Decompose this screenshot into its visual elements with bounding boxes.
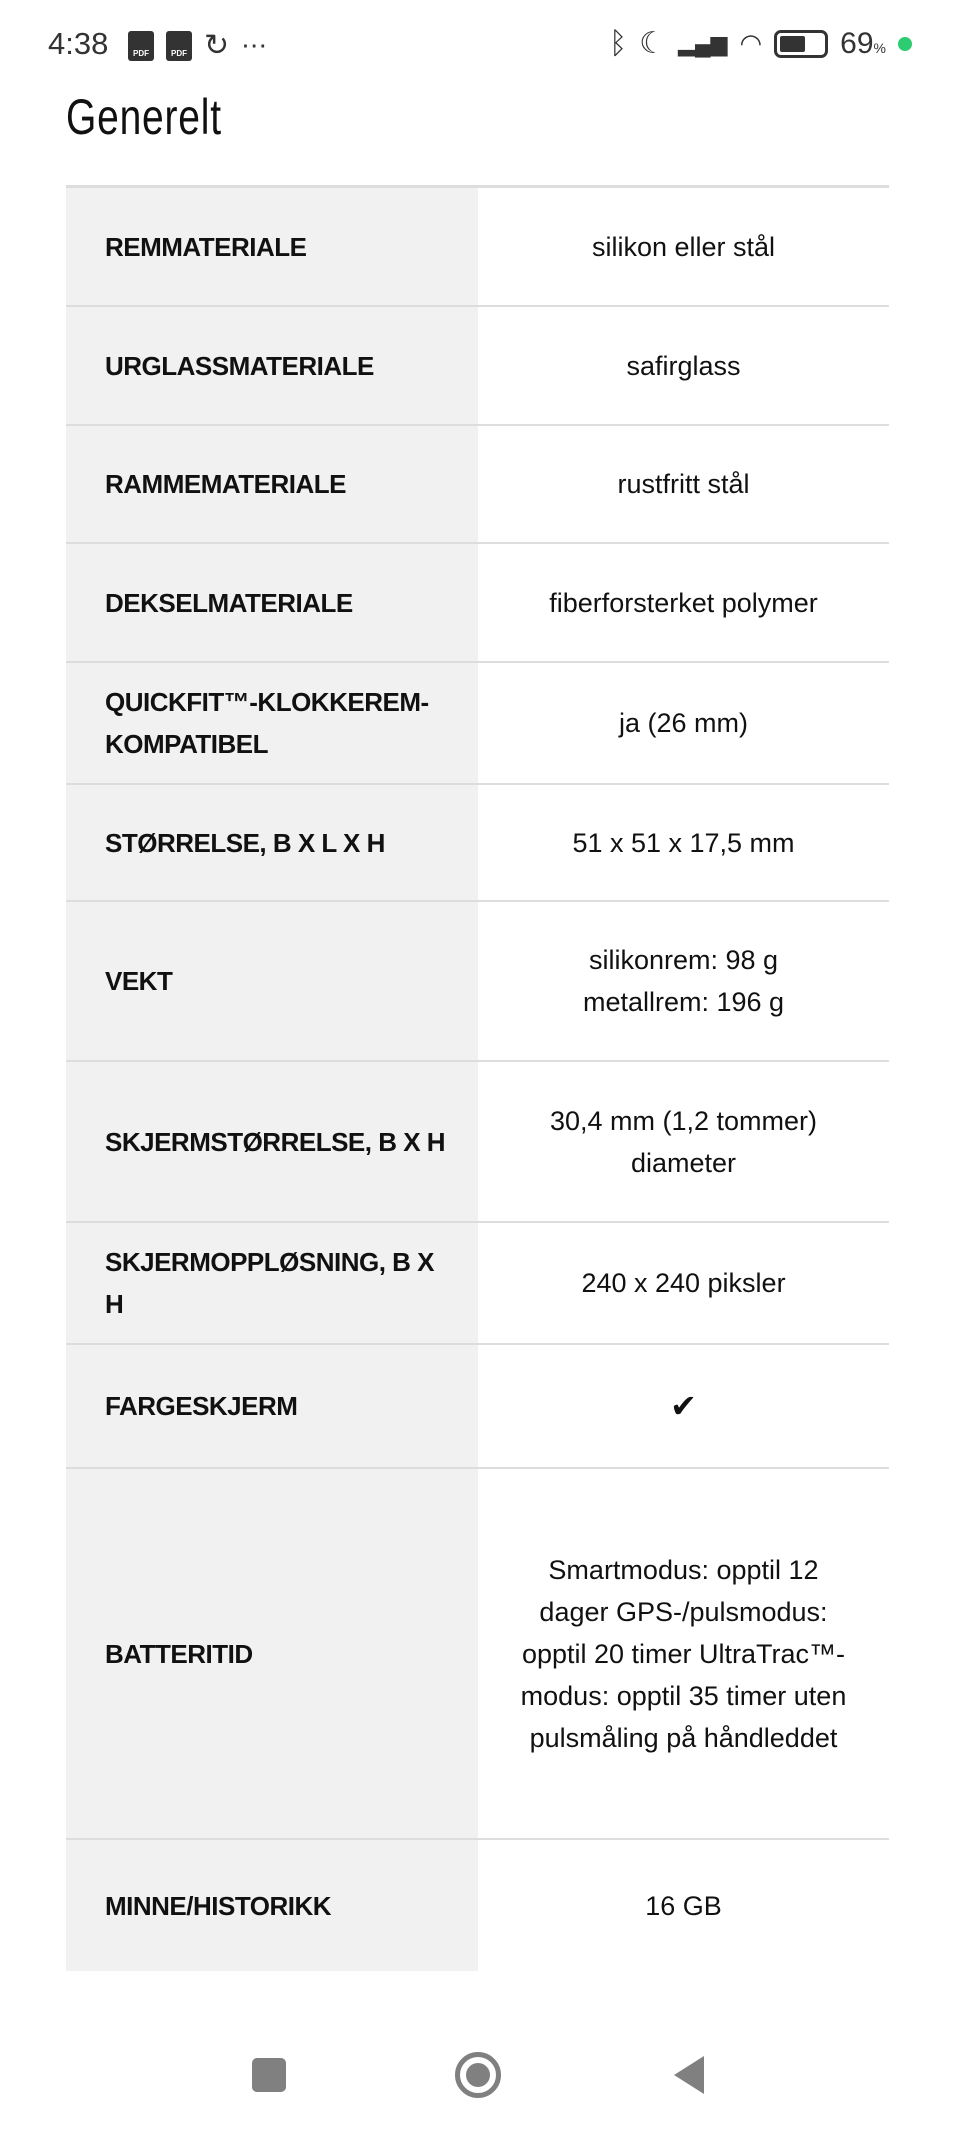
spec-label: RAMMEMATERIALE [66, 426, 478, 542]
table-row [66, 188, 889, 307]
spec-value: 30,4 mm (1,2 tommer) diameter [549, 1105, 818, 1178]
table-row [66, 1223, 889, 1345]
table-row [66, 1345, 889, 1469]
table-row [66, 1469, 889, 1840]
spec-label: QUICKFIT™-KLOKKEREM-KOMPATIBEL [66, 663, 478, 783]
battery-percent: 69 [840, 26, 874, 60]
table-row [66, 544, 889, 663]
spec-label: REMMATERIALE [66, 188, 478, 305]
spec-value: safirglass [626, 350, 741, 381]
table-row [66, 902, 889, 1062]
table-row [66, 785, 889, 902]
checkmark-icon: ✔ [670, 1388, 697, 1424]
bluetooth-icon: ᛒ [609, 26, 628, 60]
spec-value: 51 x 51 x 17,5 mm [572, 827, 795, 858]
table-row [66, 1062, 889, 1223]
spec-value: silikonrem: 98 g metallrem: 196 g [582, 945, 785, 1017]
signal-icon: ▂▄▆ [678, 30, 728, 56]
spec-value: fiberforsterket polymer [549, 587, 818, 618]
spec-label: MINNE/HISTORIKK [66, 1840, 478, 1971]
spec-label: DEKSELMATERIALE [66, 544, 478, 661]
clock: 4:38 [48, 26, 109, 61]
spec-label: SKJERMSTØRRELSE, B X H [66, 1062, 478, 1221]
spec-value: rustfritt stål [617, 469, 750, 499]
do-not-disturb-moon-icon: ☾ [639, 27, 667, 60]
navigation-bar [0, 2040, 960, 2110]
table-row [66, 1840, 889, 1971]
spec-label: VEKT [66, 902, 478, 1060]
back-button[interactable] [674, 2056, 704, 2094]
spec-label: URGLASSMATERIALE [66, 307, 478, 424]
recents-button[interactable] [252, 2058, 286, 2092]
table-row [66, 307, 889, 426]
spec-value: Smartmodus: opptil 12 dager GPS-/pulsmodus: opptil 20 timer UltraTrac™-modus: opptil 35 timer uten pulsmåling på håndleddet [520, 1554, 847, 1753]
status-bar [0, 0, 960, 90]
spec-value: 16 GB [645, 1890, 722, 1921]
pdf-icon: PDF [128, 31, 154, 61]
pdf-icon: PDF [166, 31, 192, 61]
home-button[interactable] [455, 2052, 501, 2098]
spec-value: 240 x 240 piksler [581, 1268, 786, 1298]
spec-label: BATTERITID [66, 1469, 478, 1838]
sync-icon: ↻ [204, 29, 230, 62]
spec-value: ja (26 mm) [618, 708, 748, 738]
spec-label: SKJERMOPPLØSNING, B X H [66, 1223, 478, 1343]
wifi-icon: ◠ [739, 28, 763, 58]
table-row [66, 426, 889, 544]
more-icon: ⋯ [241, 30, 268, 60]
spec-table [66, 185, 889, 1971]
section-title: Generelt [66, 89, 222, 145]
battery-unit: % [873, 39, 886, 56]
spec-label: STØRRELSE, B X L X H [66, 785, 478, 900]
spec-value: silikon eller stål [591, 231, 776, 262]
table-row [66, 663, 889, 785]
spec-label: FARGESKJERM [66, 1345, 478, 1467]
battery-icon [774, 30, 828, 58]
privacy-indicator-dot [898, 37, 912, 51]
